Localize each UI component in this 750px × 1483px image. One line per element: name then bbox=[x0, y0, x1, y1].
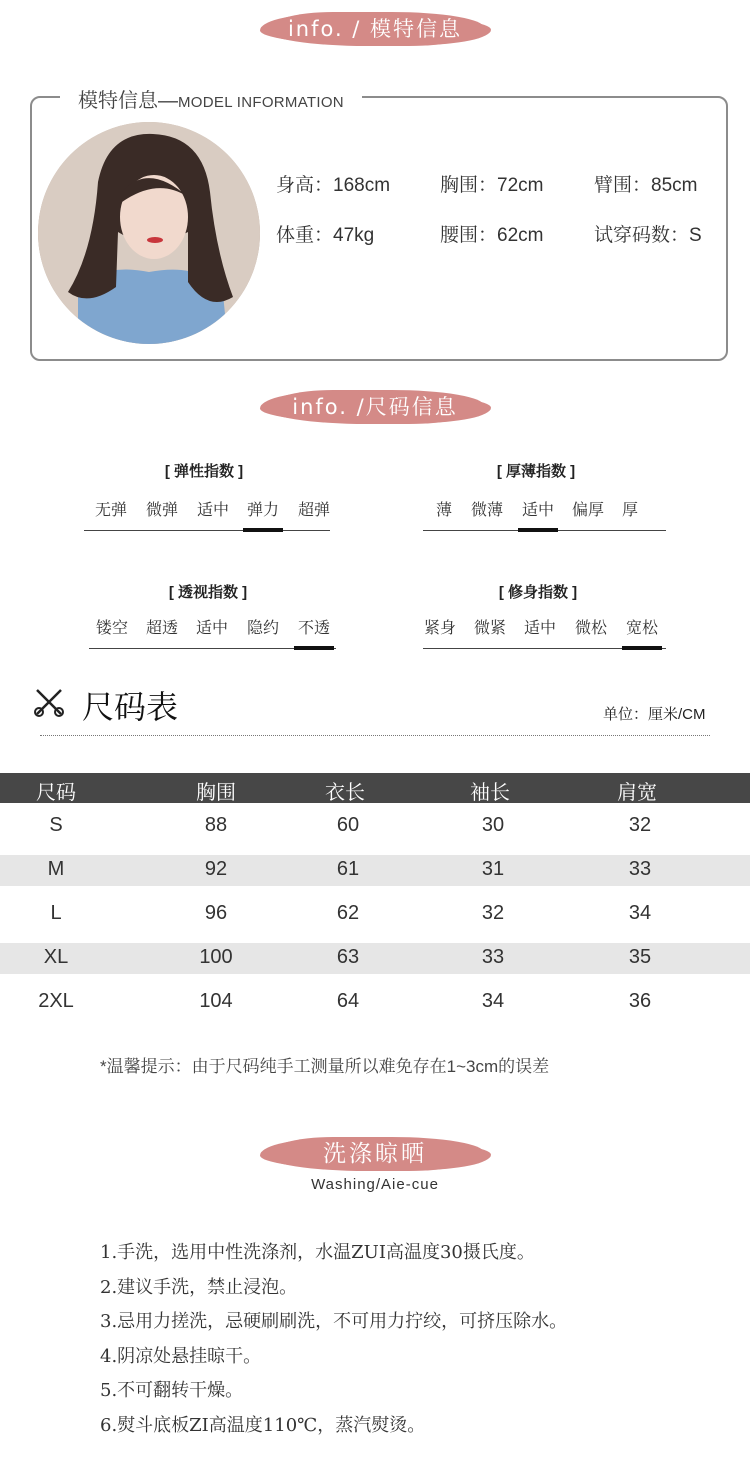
index-option: 宽松 bbox=[625, 620, 659, 637]
index-option: 微弹 bbox=[145, 502, 179, 519]
washing-banner: 洗涤晾晒 bbox=[266, 1137, 484, 1171]
index-option: 厚 bbox=[621, 502, 639, 519]
size-note: *温馨提示：由于尺码纯手工测量所以难免存在1~3cm的误差 bbox=[100, 1057, 550, 1076]
table-cell: 32 bbox=[628, 814, 652, 836]
index-title: [ 修身指数 ] bbox=[498, 584, 578, 601]
index-selected-marker bbox=[518, 528, 558, 532]
header-sleeve: 袖长 bbox=[470, 782, 510, 804]
size-chart-unit: 单位：厘米/CM bbox=[603, 706, 706, 723]
table-cell: 60 bbox=[336, 814, 360, 836]
index-option: 微松 bbox=[574, 620, 608, 637]
index-option: 适中 bbox=[196, 502, 230, 519]
model-height: 身高：168cm bbox=[276, 175, 391, 196]
header-length: 衣长 bbox=[325, 782, 365, 804]
model-chest: 胸围：72cm bbox=[440, 175, 544, 196]
table-cell: L bbox=[50, 902, 62, 924]
table-cell: 61 bbox=[336, 858, 360, 880]
index-option: 镂空 bbox=[95, 620, 129, 637]
index-option: 适中 bbox=[195, 620, 229, 637]
index-selected-marker bbox=[622, 646, 662, 650]
index-title: [ 厚薄指数 ] bbox=[496, 463, 576, 480]
table-cell: 92 bbox=[204, 858, 228, 880]
model-waist: 腰围：62cm bbox=[440, 225, 544, 246]
index-option: 超透 bbox=[145, 620, 179, 637]
table-cell: M bbox=[47, 858, 65, 880]
index-option: 弹力 bbox=[246, 502, 280, 519]
model-box-title bbox=[60, 84, 362, 113]
index-title: [ 透视指数 ] bbox=[168, 584, 248, 601]
table-cell: 2XL bbox=[38, 990, 74, 1012]
table-cell: 62 bbox=[336, 902, 360, 924]
washing-subtitle: Washing/Aie-cue bbox=[311, 1176, 439, 1193]
index-option: 薄 bbox=[435, 502, 453, 519]
table-cell: 31 bbox=[481, 858, 505, 880]
index-option: 无弹 bbox=[94, 502, 128, 519]
washing-item: 3.忌用力搓洗，忌硬刷刷洗，不可用力拧绞，可挤压除水。 bbox=[100, 1311, 568, 1332]
table-cell: XL bbox=[43, 946, 69, 968]
table-cell: 100 bbox=[199, 946, 233, 968]
table-cell: 104 bbox=[199, 990, 233, 1012]
model-photo bbox=[38, 122, 260, 344]
table-cell: 64 bbox=[336, 990, 360, 1012]
table-cell: 30 bbox=[481, 814, 505, 836]
model-box-title-cn: 模特信息 bbox=[78, 90, 158, 112]
size-info-banner: info. /尺码信息 bbox=[266, 390, 484, 424]
table-cell: 33 bbox=[481, 946, 505, 968]
index-option: 紧身 bbox=[423, 620, 457, 637]
header-chest: 胸围 bbox=[196, 782, 236, 804]
index-option: 微薄 bbox=[470, 502, 504, 519]
index-option: 隐约 bbox=[246, 620, 280, 637]
model-box-title-dash: — bbox=[158, 90, 178, 112]
model-box-title-en: MODEL INFORMATION bbox=[178, 94, 344, 111]
size-table-header bbox=[0, 773, 750, 803]
table-cell: 88 bbox=[204, 814, 228, 836]
index-option: 超弹 bbox=[297, 502, 331, 519]
washing-item: 2.建议手洗，禁止浸泡。 bbox=[100, 1276, 298, 1298]
header-size: 尺码 bbox=[36, 782, 76, 804]
index-selected-marker bbox=[294, 646, 334, 650]
model-arm: 臂围：85cm bbox=[594, 175, 698, 196]
table-cell: 36 bbox=[628, 990, 652, 1012]
index-option: 适中 bbox=[523, 620, 557, 637]
table-cell: 35 bbox=[628, 946, 652, 968]
header-shoulder: 肩宽 bbox=[617, 782, 657, 804]
index-option: 适中 bbox=[521, 502, 555, 519]
index-selected-marker bbox=[243, 528, 283, 532]
divider bbox=[40, 735, 710, 736]
index-title: [ 弹性指数 ] bbox=[164, 463, 244, 480]
size-chart-title: 尺码表 bbox=[82, 689, 179, 725]
table-cell: 63 bbox=[336, 946, 360, 968]
table-cell: 32 bbox=[481, 902, 505, 924]
index-option: 不透 bbox=[297, 620, 331, 637]
scissors-icon bbox=[33, 686, 65, 718]
washing-item: 5.不可翻转干燥。 bbox=[100, 1380, 244, 1401]
index-scale-line bbox=[84, 530, 330, 531]
model-try-size: 试穿码数：S bbox=[594, 225, 702, 246]
table-cell: 34 bbox=[481, 990, 505, 1012]
index-option: 微紧 bbox=[473, 620, 507, 637]
washing-item: 4.阴凉处悬挂晾干。 bbox=[100, 1345, 262, 1367]
index-option: 偏厚 bbox=[571, 502, 605, 519]
washing-item: 6.熨斗底板ZI高温度110℃，蒸汽熨烫。 bbox=[100, 1414, 426, 1436]
model-avatar bbox=[38, 122, 260, 344]
table-cell: S bbox=[49, 814, 63, 836]
washing-item: 1.手洗，选用中性洗涤剂，水温ZUI高温度30摄氏度。 bbox=[100, 1242, 535, 1263]
table-cell: 33 bbox=[628, 858, 652, 880]
model-weight: 体重：47kg bbox=[276, 225, 375, 246]
table-cell: 34 bbox=[628, 902, 652, 924]
table-cell: 96 bbox=[204, 902, 228, 924]
model-info-banner: info. / 模特信息 bbox=[266, 12, 484, 46]
model-info-box bbox=[30, 90, 728, 361]
